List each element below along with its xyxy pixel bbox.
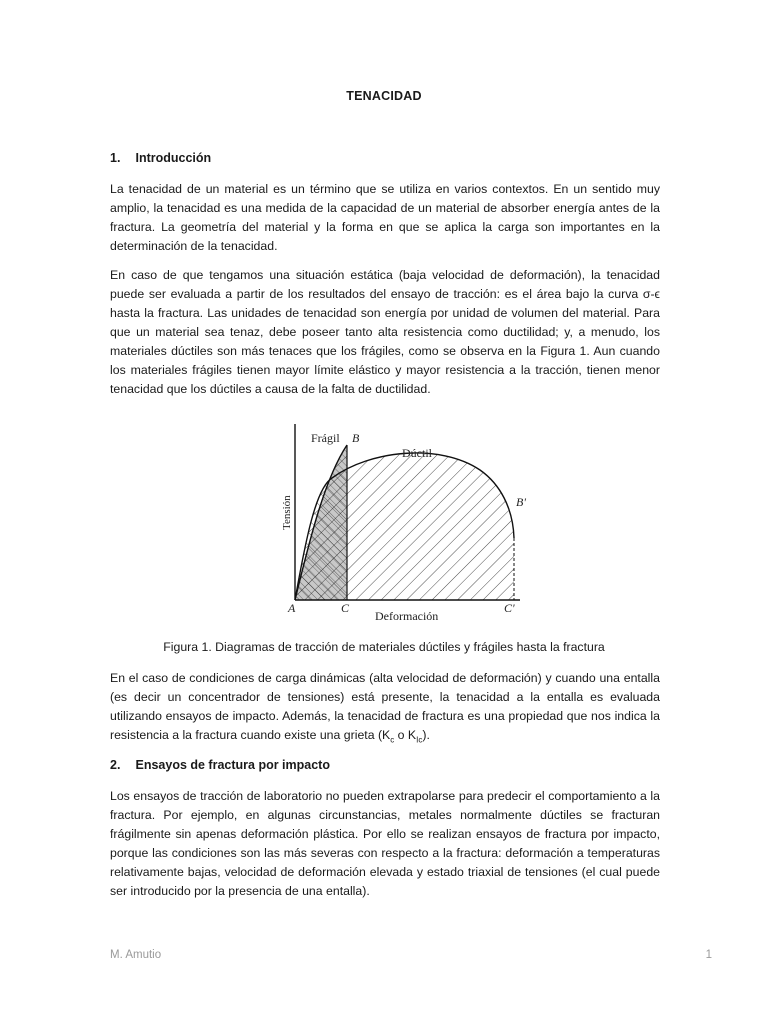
- label-fragil: Frágil: [311, 431, 340, 445]
- subscript-c: c: [390, 735, 395, 745]
- footer-author: M. Amutio: [110, 949, 162, 961]
- section-2-title: Ensayos de fractura por impacto: [135, 758, 330, 772]
- intro-paragraph-1: La tenacidad de un material es un término que se utiliza en varios contextos. En un sentido muy amplio, la tenacidad es una medida de la capacidad de un material de absorber energía antes de la fractura. La geometría del material y la forma en que se aplica la carga son importantes en la determinación de la tenacidad.: [110, 182, 660, 253]
- tension-deformation-diagram: [270, 418, 530, 628]
- page-title: TENACIDAD: [346, 89, 422, 103]
- label-B-prime: B': [516, 495, 526, 509]
- impact-intro-paragraph: [110, 669, 660, 749]
- section-1-number: 1.: [110, 151, 121, 165]
- impact-paragraph: Los ensayos de tracción de laboratorio no pueden extrapolarse para predecir el comportamiento a la fractura. Por ejemplo, en algunas circunstancias, metales normalmente dúctiles se fracturan frágilmente sin apenas deformación plástica. Por ello se realizan ensayos de fractura por impacto, porque las condiciones son las más severas con respecto a la fractura: deformación a temperaturas relativamente bajas, velocidad de deformación elevada y estado triaxial de tensiones (el cual puede ser introducido por la presencia de una entalla).: [110, 789, 660, 898]
- section-2-heading: [110, 758, 330, 772]
- label-C: C: [341, 601, 350, 615]
- section-2-number: 2.: [110, 758, 121, 772]
- label-A: A: [288, 601, 296, 615]
- section-1-title: Introducción: [135, 151, 212, 165]
- y-axis-label: Tensión: [281, 495, 293, 530]
- paragraph-text-a: En el caso de condiciones de carga dinámicas (alta velocidad de deformación) y cuando una entalla (es decir un concentrador de tensiones) está presente, la tenacidad a la entalla es evaluada utilizando ensayos de impacto. Además, la tenacidad de fractura es una propiedad que nos indica la resistencia a la fractura cuando existe una grieta (K: [110, 671, 660, 742]
- paragraph-text-c: ).: [422, 728, 430, 742]
- label-B: B: [352, 431, 360, 445]
- paragraph-text-b: o K: [394, 728, 417, 742]
- label-ductil: Dúctil: [402, 446, 432, 460]
- fragil-area: [295, 438, 347, 600]
- label-C-prime: C': [504, 601, 515, 615]
- x-axis-label: Deformación: [375, 609, 439, 623]
- page-number: 1: [705, 949, 712, 961]
- figure-caption: Figura 1. Diagramas de tracción de materiales dúctiles y frágiles hasta la fractura: [163, 640, 605, 654]
- figure-1: [270, 418, 530, 628]
- subscript-ic: Ic: [416, 735, 423, 745]
- intro-paragraph-2: En caso de que tengamos una situación estática (baja velocidad de deformación), la tenacidad puede ser evaluada a partir de los resultados del ensayo de tracción: es el área bajo la curva σ-ϵ hasta la fractura. Las unidades de tenacidad son energía por unidad de volumen del material. Para que un material sea tenaz, debe poseer tanto alta resistencia como ductilidad; y, a menudo, los materiales dúctiles son más tenaces que los frágiles, como se observa en la Figura 1. Aun cuando los materiales frágiles tienen mayor límite elástico y mayor resistencia a la tracción, tienen menor tenacidad que los dúctiles a causa de la falta de ductilidad.: [110, 268, 660, 396]
- section-1-heading: [110, 151, 211, 165]
